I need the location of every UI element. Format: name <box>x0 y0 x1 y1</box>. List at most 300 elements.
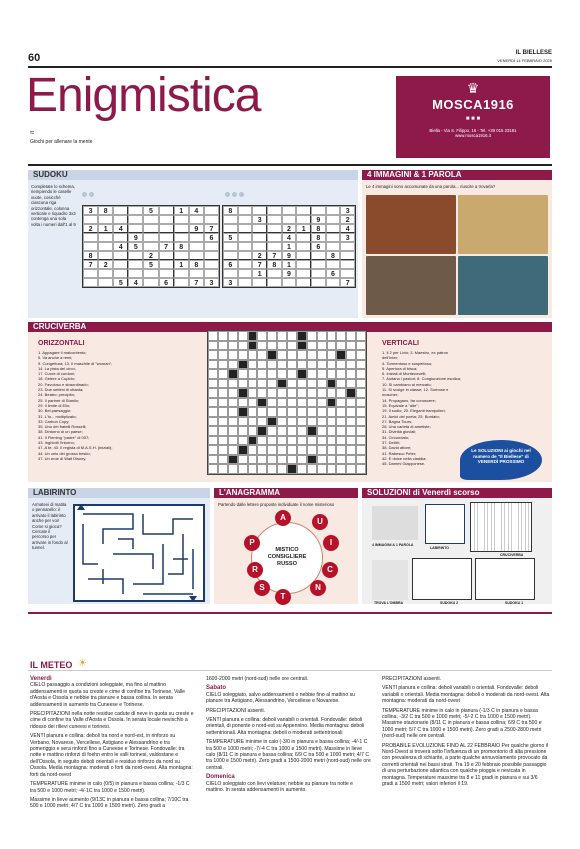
sudoku-cell[interactable]: 5 <box>113 278 128 287</box>
crossword-cell[interactable] <box>307 436 317 446</box>
crossword-cell[interactable] <box>267 426 277 436</box>
sudoku-cell[interactable] <box>311 251 326 260</box>
sudoku-cell[interactable] <box>238 206 253 215</box>
sudoku-cell[interactable]: 3 <box>83 206 98 215</box>
sudoku-cell[interactable] <box>326 224 341 233</box>
crossword-cell[interactable] <box>307 379 317 389</box>
sudoku-cell[interactable] <box>252 224 267 233</box>
crossword-cell[interactable] <box>346 464 356 474</box>
crossword-cell[interactable] <box>238 426 248 436</box>
crossword-cell[interactable] <box>267 436 277 446</box>
sudoku-grid-2[interactable] <box>222 205 356 288</box>
crossword-cell[interactable] <box>356 407 366 417</box>
crossword-cell[interactable] <box>257 360 267 370</box>
crossword-cell[interactable] <box>287 398 297 408</box>
crossword-cell[interactable] <box>218 350 228 360</box>
sudoku-cell[interactable] <box>128 251 143 260</box>
crossword-cell[interactable] <box>208 369 218 379</box>
crossword-cell[interactable] <box>307 464 317 474</box>
crossword-cell[interactable] <box>307 407 317 417</box>
crossword-cell[interactable] <box>307 331 317 341</box>
crossword-cell[interactable] <box>287 369 297 379</box>
crossword-cell[interactable] <box>228 464 238 474</box>
crossword-cell[interactable] <box>336 455 346 465</box>
sudoku-cell[interactable] <box>238 260 253 269</box>
sudoku-cell[interactable] <box>128 224 143 233</box>
crossword-cell[interactable] <box>297 426 307 436</box>
sudoku-cell[interactable] <box>311 206 326 215</box>
sudoku-cell[interactable] <box>128 269 143 278</box>
sudoku-cell[interactable]: 4 <box>340 224 355 233</box>
crossword-cell[interactable] <box>248 350 258 360</box>
sudoku-cell[interactable] <box>83 215 98 224</box>
crossword-cell[interactable] <box>356 388 366 398</box>
crossword-cell[interactable] <box>307 388 317 398</box>
crossword-cell[interactable] <box>356 369 366 379</box>
sudoku-cell[interactable] <box>159 206 174 215</box>
crossword-cell[interactable] <box>327 341 337 351</box>
crossword-cell[interactable] <box>248 455 258 465</box>
sudoku-cell[interactable] <box>223 269 238 278</box>
sudoku-cell[interactable] <box>189 242 204 251</box>
crossword-cell[interactable] <box>287 417 297 427</box>
sudoku-cell[interactable]: 7 <box>159 242 174 251</box>
crossword-cell[interactable] <box>218 426 228 436</box>
crossword-cell[interactable] <box>248 369 258 379</box>
crossword-cell[interactable] <box>287 455 297 465</box>
sudoku-cell[interactable]: 8 <box>189 260 204 269</box>
sudoku-cell[interactable]: 5 <box>143 206 158 215</box>
crossword-cell[interactable] <box>287 360 297 370</box>
crossword-cell[interactable] <box>218 464 228 474</box>
sudoku-cell[interactable]: 1 <box>174 260 189 269</box>
crossword-cell[interactable] <box>277 388 287 398</box>
crossword-cell[interactable] <box>257 388 267 398</box>
crossword-cell[interactable] <box>248 426 258 436</box>
sudoku-cell[interactable] <box>326 215 341 224</box>
crossword-cell[interactable] <box>218 417 228 427</box>
crossword-cell[interactable] <box>238 331 248 341</box>
crossword-cell[interactable] <box>287 407 297 417</box>
crossword-cell[interactable] <box>297 464 307 474</box>
sudoku-cell[interactable] <box>159 233 174 242</box>
crossword-cell[interactable] <box>267 455 277 465</box>
sudoku-cell[interactable] <box>143 269 158 278</box>
sudoku-cell[interactable]: 6 <box>326 269 341 278</box>
crossword-cell[interactable] <box>277 436 287 446</box>
sudoku-cell[interactable]: 3 <box>340 233 355 242</box>
sudoku-cell[interactable] <box>159 260 174 269</box>
crossword-cell[interactable] <box>248 417 258 427</box>
crossword-cell[interactable] <box>277 426 287 436</box>
crossword-cell[interactable] <box>228 360 238 370</box>
crossword-cell[interactable] <box>346 398 356 408</box>
crossword-cell[interactable] <box>356 379 366 389</box>
crossword-cell[interactable] <box>267 407 277 417</box>
crossword-cell[interactable] <box>356 331 366 341</box>
sudoku-cell[interactable] <box>311 260 326 269</box>
crossword-cell[interactable] <box>248 445 258 455</box>
sudoku-cell[interactable] <box>296 260 311 269</box>
crossword-cell[interactable] <box>277 341 287 351</box>
crossword-cell[interactable] <box>317 426 327 436</box>
sudoku-cell[interactable] <box>174 269 189 278</box>
sudoku-cell[interactable] <box>174 224 189 233</box>
crossword-cell[interactable] <box>218 379 228 389</box>
crossword-cell[interactable] <box>228 407 238 417</box>
sudoku-cell[interactable] <box>113 260 128 269</box>
crossword-cell[interactable] <box>248 388 258 398</box>
sudoku-cell[interactable]: 1 <box>252 269 267 278</box>
sudoku-cell[interactable]: 3 <box>204 278 219 287</box>
crossword-cell[interactable] <box>336 417 346 427</box>
crossword-cell[interactable] <box>248 379 258 389</box>
sudoku-cell[interactable]: 2 <box>340 215 355 224</box>
sudoku-cell[interactable]: 1 <box>174 206 189 215</box>
sudoku-cell[interactable] <box>143 215 158 224</box>
sudoku-cell[interactable] <box>340 260 355 269</box>
crossword-cell[interactable] <box>208 417 218 427</box>
crossword-cell[interactable] <box>327 331 337 341</box>
crossword-cell[interactable] <box>208 426 218 436</box>
sudoku-cell[interactable] <box>159 224 174 233</box>
sudoku-cell[interactable]: 9 <box>128 233 143 242</box>
sudoku-cell[interactable] <box>282 215 297 224</box>
sudoku-cell[interactable] <box>267 206 282 215</box>
crossword-cell[interactable] <box>208 341 218 351</box>
sudoku-cell[interactable] <box>204 215 219 224</box>
crossword-cell[interactable] <box>356 445 366 455</box>
crossword-cell[interactable] <box>327 455 337 465</box>
sudoku-cell[interactable] <box>159 269 174 278</box>
sudoku-cell[interactable] <box>204 251 219 260</box>
sudoku-cell[interactable] <box>238 215 253 224</box>
crossword-cell[interactable] <box>277 464 287 474</box>
sudoku-cell[interactable] <box>83 242 98 251</box>
crossword-cell[interactable] <box>267 379 277 389</box>
crossword-cell[interactable] <box>327 350 337 360</box>
sudoku-cell[interactable]: 7 <box>204 224 219 233</box>
crossword-cell[interactable] <box>257 417 267 427</box>
crossword-cell[interactable] <box>336 464 346 474</box>
sudoku-cell[interactable] <box>98 251 113 260</box>
sudoku-cell[interactable] <box>252 278 267 287</box>
sudoku-cell[interactable] <box>326 278 341 287</box>
sudoku-cell[interactable] <box>238 269 253 278</box>
crossword-cell[interactable] <box>238 379 248 389</box>
crossword-cell[interactable] <box>287 350 297 360</box>
crossword-cell[interactable] <box>336 341 346 351</box>
sudoku-cell[interactable]: 8 <box>326 251 341 260</box>
sudoku-cell[interactable] <box>252 206 267 215</box>
sudoku-cell[interactable]: 8 <box>267 260 282 269</box>
sudoku-cell[interactable] <box>174 215 189 224</box>
crossword-cell[interactable] <box>356 455 366 465</box>
crossword-cell[interactable] <box>287 436 297 446</box>
crossword-cell[interactable] <box>238 436 248 446</box>
crossword-cell[interactable] <box>277 331 287 341</box>
crossword-cell[interactable] <box>228 398 238 408</box>
crossword-cell[interactable] <box>238 350 248 360</box>
crossword-cell[interactable] <box>317 464 327 474</box>
sudoku-cell[interactable]: 4 <box>113 242 128 251</box>
crossword-cell[interactable] <box>356 341 366 351</box>
crossword-cell[interactable] <box>297 350 307 360</box>
sudoku-cell[interactable] <box>296 269 311 278</box>
sudoku-cell[interactable] <box>204 206 219 215</box>
crossword-cell[interactable] <box>327 369 337 379</box>
crossword-cell[interactable] <box>228 436 238 446</box>
crossword-cell[interactable] <box>317 455 327 465</box>
sudoku-cell[interactable] <box>238 233 253 242</box>
crossword-cell[interactable] <box>327 436 337 446</box>
sudoku-cell[interactable] <box>128 206 143 215</box>
sudoku-cell[interactable] <box>223 224 238 233</box>
crossword-cell[interactable] <box>228 426 238 436</box>
sudoku-cell[interactable] <box>340 251 355 260</box>
crossword-cell[interactable] <box>346 379 356 389</box>
sudoku-cell[interactable] <box>204 269 219 278</box>
crossword-cell[interactable] <box>317 398 327 408</box>
crossword-cell[interactable] <box>336 445 346 455</box>
sudoku-cell[interactable] <box>98 215 113 224</box>
crossword-cell[interactable] <box>218 369 228 379</box>
sudoku-cell[interactable] <box>159 215 174 224</box>
sudoku-cell[interactable]: 6 <box>159 278 174 287</box>
sudoku-cell[interactable]: 6 <box>204 233 219 242</box>
crossword-cell[interactable] <box>346 360 356 370</box>
sudoku-cell[interactable]: 8 <box>174 242 189 251</box>
crossword-cell[interactable] <box>297 379 307 389</box>
sudoku-cell[interactable]: 7 <box>83 260 98 269</box>
crossword-cell[interactable] <box>346 350 356 360</box>
crossword-cell[interactable] <box>317 417 327 427</box>
sudoku-cell[interactable]: 1 <box>282 242 297 251</box>
sudoku-cell[interactable] <box>282 206 297 215</box>
crossword-cell[interactable] <box>257 464 267 474</box>
sudoku-cell[interactable] <box>296 206 311 215</box>
crossword-cell[interactable] <box>218 398 228 408</box>
sudoku-cell[interactable]: 9 <box>189 224 204 233</box>
crossword-cell[interactable] <box>208 407 218 417</box>
crossword-cell[interactable] <box>356 398 366 408</box>
crossword-cell[interactable] <box>327 388 337 398</box>
crossword-cell[interactable] <box>267 341 277 351</box>
sudoku-cell[interactable]: 7 <box>267 251 282 260</box>
sudoku-cell[interactable] <box>238 224 253 233</box>
crossword-cell[interactable] <box>307 369 317 379</box>
crossword-cell[interactable] <box>356 360 366 370</box>
sudoku-cell[interactable] <box>252 233 267 242</box>
crossword-cell[interactable] <box>248 464 258 474</box>
crossword-cell[interactable] <box>336 331 346 341</box>
crossword-cell[interactable] <box>346 455 356 465</box>
sudoku-cell[interactable] <box>326 260 341 269</box>
crossword-cell[interactable] <box>317 379 327 389</box>
sudoku-cell[interactable] <box>204 242 219 251</box>
crossword-cell[interactable] <box>228 331 238 341</box>
crossword-cell[interactable] <box>307 445 317 455</box>
sudoku-cell[interactable] <box>267 242 282 251</box>
crossword-cell[interactable] <box>297 388 307 398</box>
crossword-cell[interactable] <box>317 445 327 455</box>
crossword-cell[interactable] <box>327 464 337 474</box>
sudoku-cell[interactable] <box>340 269 355 278</box>
crossword-cell[interactable] <box>317 407 327 417</box>
crossword-cell[interactable] <box>317 388 327 398</box>
sudoku-cell[interactable] <box>143 278 158 287</box>
sudoku-cell[interactable] <box>189 269 204 278</box>
crossword-cell[interactable] <box>356 426 366 436</box>
crossword-cell[interactable] <box>346 426 356 436</box>
sudoku-cell[interactable] <box>113 251 128 260</box>
sudoku-cell[interactable] <box>98 278 113 287</box>
crossword-cell[interactable] <box>267 464 277 474</box>
sudoku-cell[interactable]: 8 <box>83 251 98 260</box>
crossword-cell[interactable] <box>277 455 287 465</box>
crossword-cell[interactable] <box>248 360 258 370</box>
crossword-cell[interactable] <box>327 360 337 370</box>
crossword-cell[interactable] <box>208 445 218 455</box>
maze[interactable] <box>73 504 205 602</box>
sudoku-cell[interactable]: 2 <box>143 251 158 260</box>
sudoku-cell[interactable] <box>267 233 282 242</box>
crossword-cell[interactable] <box>208 455 218 465</box>
crossword-cell[interactable] <box>336 407 346 417</box>
crossword-cell[interactable] <box>336 426 346 436</box>
crossword-grid[interactable] <box>207 330 367 475</box>
crossword-cell[interactable] <box>336 436 346 446</box>
crossword-cell[interactable] <box>307 360 317 370</box>
crossword-cell[interactable] <box>307 398 317 408</box>
sudoku-cell[interactable]: 9 <box>282 269 297 278</box>
sudoku-cell[interactable]: 2 <box>98 260 113 269</box>
crossword-cell[interactable] <box>257 341 267 351</box>
crossword-cell[interactable] <box>297 398 307 408</box>
sudoku-cell[interactable] <box>238 278 253 287</box>
crossword-cell[interactable] <box>336 360 346 370</box>
sudoku-cell[interactable]: 9 <box>282 251 297 260</box>
crossword-cell[interactable] <box>317 350 327 360</box>
crossword-cell[interactable] <box>218 360 228 370</box>
sudoku-cell[interactable] <box>113 233 128 242</box>
crossword-cell[interactable] <box>346 436 356 446</box>
crossword-cell[interactable] <box>307 341 317 351</box>
crossword-cell[interactable] <box>327 407 337 417</box>
sudoku-cell[interactable] <box>296 215 311 224</box>
sudoku-cell[interactable] <box>223 251 238 260</box>
sudoku-cell[interactable] <box>128 215 143 224</box>
sudoku-cell[interactable] <box>267 215 282 224</box>
crossword-cell[interactable] <box>257 455 267 465</box>
sudoku-cell[interactable]: 1 <box>296 224 311 233</box>
sudoku-cell[interactable] <box>143 233 158 242</box>
crossword-cell[interactable] <box>346 417 356 427</box>
sudoku-cell[interactable]: 4 <box>113 224 128 233</box>
sudoku-cell[interactable]: 1 <box>282 260 297 269</box>
sudoku-cell[interactable]: 1 <box>98 224 113 233</box>
crossword-cell[interactable] <box>336 388 346 398</box>
sudoku-cell[interactable] <box>267 269 282 278</box>
crossword-cell[interactable] <box>218 331 228 341</box>
crossword-cell[interactable] <box>317 369 327 379</box>
sudoku-cell[interactable] <box>282 278 297 287</box>
crossword-cell[interactable] <box>297 445 307 455</box>
sudoku-cell[interactable]: 4 <box>128 278 143 287</box>
crossword-cell[interactable] <box>277 360 287 370</box>
sudoku-cell[interactable]: 4 <box>189 206 204 215</box>
sudoku-cell[interactable]: 8 <box>223 206 238 215</box>
sudoku-cell[interactable] <box>267 224 282 233</box>
crossword-cell[interactable] <box>238 398 248 408</box>
crossword-cell[interactable] <box>317 436 327 446</box>
crossword-cell[interactable] <box>327 426 337 436</box>
crossword-cell[interactable] <box>277 445 287 455</box>
sudoku-cell[interactable] <box>189 233 204 242</box>
crossword-cell[interactable] <box>307 417 317 427</box>
sudoku-cell[interactable] <box>83 233 98 242</box>
crossword-cell[interactable] <box>257 436 267 446</box>
crossword-cell[interactable] <box>228 350 238 360</box>
crossword-cell[interactable] <box>218 388 228 398</box>
sudoku-cell[interactable]: 2 <box>282 224 297 233</box>
crossword-cell[interactable] <box>307 350 317 360</box>
sudoku-cell[interactable]: 6 <box>311 242 326 251</box>
crossword-cell[interactable] <box>257 407 267 417</box>
crossword-cell[interactable] <box>336 398 346 408</box>
crossword-cell[interactable] <box>208 379 218 389</box>
crossword-cell[interactable] <box>267 360 277 370</box>
crossword-cell[interactable] <box>277 398 287 408</box>
sudoku-cell[interactable] <box>340 242 355 251</box>
crossword-cell[interactable] <box>297 360 307 370</box>
sudoku-cell[interactable] <box>128 260 143 269</box>
crossword-cell[interactable] <box>297 407 307 417</box>
sudoku-cell[interactable] <box>174 278 189 287</box>
sudoku-cell[interactable] <box>189 215 204 224</box>
sudoku-grid-1[interactable] <box>82 205 220 288</box>
crossword-cell[interactable] <box>287 341 297 351</box>
sudoku-cell[interactable] <box>311 269 326 278</box>
crossword-cell[interactable] <box>346 407 356 417</box>
sudoku-cell[interactable]: 4 <box>282 233 297 242</box>
crossword-cell[interactable] <box>257 445 267 455</box>
crossword-cell[interactable] <box>257 379 267 389</box>
sudoku-cell[interactable] <box>326 206 341 215</box>
crossword-cell[interactable] <box>208 464 218 474</box>
crossword-cell[interactable] <box>287 426 297 436</box>
sudoku-cell[interactable] <box>189 251 204 260</box>
sudoku-cell[interactable] <box>143 224 158 233</box>
crossword-cell[interactable] <box>228 379 238 389</box>
crossword-cell[interactable] <box>218 436 228 446</box>
crossword-cell[interactable] <box>218 455 228 465</box>
crossword-cell[interactable] <box>336 379 346 389</box>
crossword-cell[interactable] <box>257 331 267 341</box>
sudoku-cell[interactable] <box>296 242 311 251</box>
sudoku-cell[interactable] <box>296 278 311 287</box>
sudoku-cell[interactable]: 6 <box>223 260 238 269</box>
crossword-cell[interactable] <box>248 398 258 408</box>
sudoku-cell[interactable] <box>296 251 311 260</box>
sudoku-cell[interactable]: 7 <box>252 260 267 269</box>
crossword-cell[interactable] <box>356 464 366 474</box>
sudoku-cell[interactable] <box>267 278 282 287</box>
sudoku-cell[interactable] <box>98 242 113 251</box>
crossword-cell[interactable] <box>346 341 356 351</box>
crossword-cell[interactable] <box>267 445 277 455</box>
sudoku-cell[interactable]: 5 <box>143 260 158 269</box>
